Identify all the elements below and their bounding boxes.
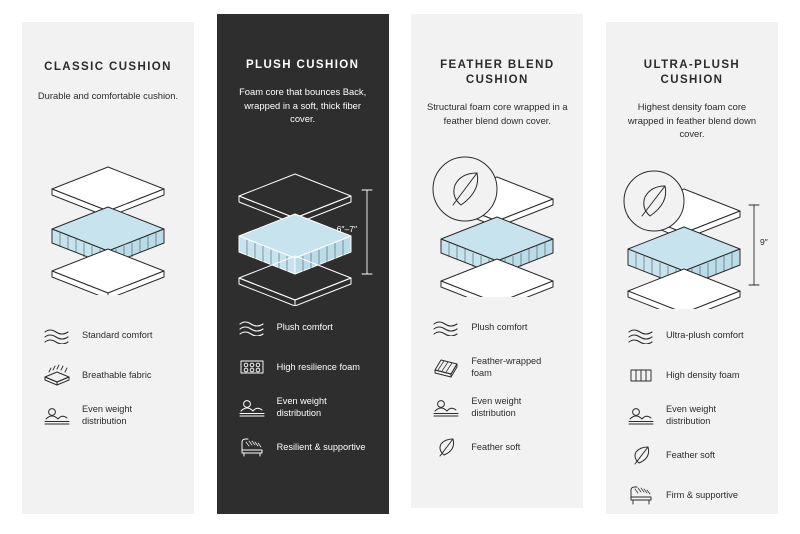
feature-label: Even weight distribution [82,403,133,426]
wave-lines-icon [237,314,267,340]
feature-list [217,314,389,474]
card-title: CLASSIC CUSHION [44,61,172,73]
card-title: PLUSH CUSHION [245,59,360,71]
feature-item [237,314,369,340]
high-density-icon [626,362,656,388]
even-weight-icon [626,402,656,428]
feature-label: Even weight distribution [665,403,717,426]
card-description: Durable and comfortable cushion. [37,90,179,101]
feature-item [237,394,369,420]
feature-item [431,394,563,420]
firm-supportive-icon [626,482,656,508]
feature-label: Even weight distribution [276,395,327,418]
resilience-grid-icon [237,354,267,380]
feature-list [22,322,194,442]
card-description: Structural foam core wrapped in a feather blend down cover. [426,101,568,126]
even-weight-icon [42,402,72,428]
feature-label: Ultra-plush comfort [665,329,744,340]
feature-label: Plush comfort [276,321,333,332]
cushion-diagram-feather-blend [411,147,583,297]
even-weight-icon [431,394,461,420]
feature-label: Plush comfort [471,321,528,332]
wave-lines-icon [431,314,461,340]
cushion-card-feather-blend-cushion[interactable] [411,14,583,508]
feature-item [42,402,174,428]
feature-item [42,362,174,388]
cushion-card-ultra-plush-cushion[interactable] [606,22,778,514]
card-title: FEATHER BLEND CUSHION [440,59,555,86]
wrapped-foam-icon [431,354,461,380]
even-weight-icon [237,394,267,420]
supportive-seat-icon [237,434,267,460]
feature-item [626,402,758,428]
feature-item [431,314,563,340]
cushion-diagram-classic [22,145,194,295]
cushion-card-classic-cushion[interactable] [22,22,194,514]
feature-label: Even weight distribution [471,395,522,418]
feature-item [626,362,758,388]
feature-label: Feather soft [471,441,521,452]
feature-item [626,442,758,468]
wave-lines-icon [42,322,72,348]
feature-item [626,322,758,348]
card-title: ULTRA-PLUSH CUSHION [643,59,741,86]
feature-item [431,434,563,460]
feature-list [411,314,583,474]
dimension-label: 9″ [759,236,768,247]
feature-item [42,322,174,348]
feature-label: Firm & supportive [665,489,738,500]
feather-icon [431,434,461,460]
cushion-diagram-ultra-plush [606,159,778,309]
feature-label: High resilience foam [276,361,360,372]
feature-list [606,322,778,514]
feature-item [626,482,758,508]
dimension-label: 6″–7″ [336,223,358,234]
feature-label: Standard comfort [82,329,153,340]
feather-icon [626,442,656,468]
card-description: Foam core that bounces Back, wrapped in a soft, thick fiber cover. [239,86,367,124]
feature-item [431,354,563,380]
feature-item [237,434,369,460]
feature-item [237,354,369,380]
feature-label: Feather-wrapped foam [471,355,542,378]
feature-label: Feather soft [665,449,715,460]
feature-label: Breathable fabric [82,369,152,380]
feature-label: High density foam [665,369,740,380]
breathable-fabric-icon [42,362,72,388]
card-description: Highest density foam core wrapped in feather blend down cover. [627,101,757,139]
feature-label: Resilient & supportive [276,441,366,452]
wave-lines-icon [626,322,656,348]
cushion-card-plush-cushion[interactable] [217,14,389,514]
cushion-diagram-plush [217,156,389,306]
